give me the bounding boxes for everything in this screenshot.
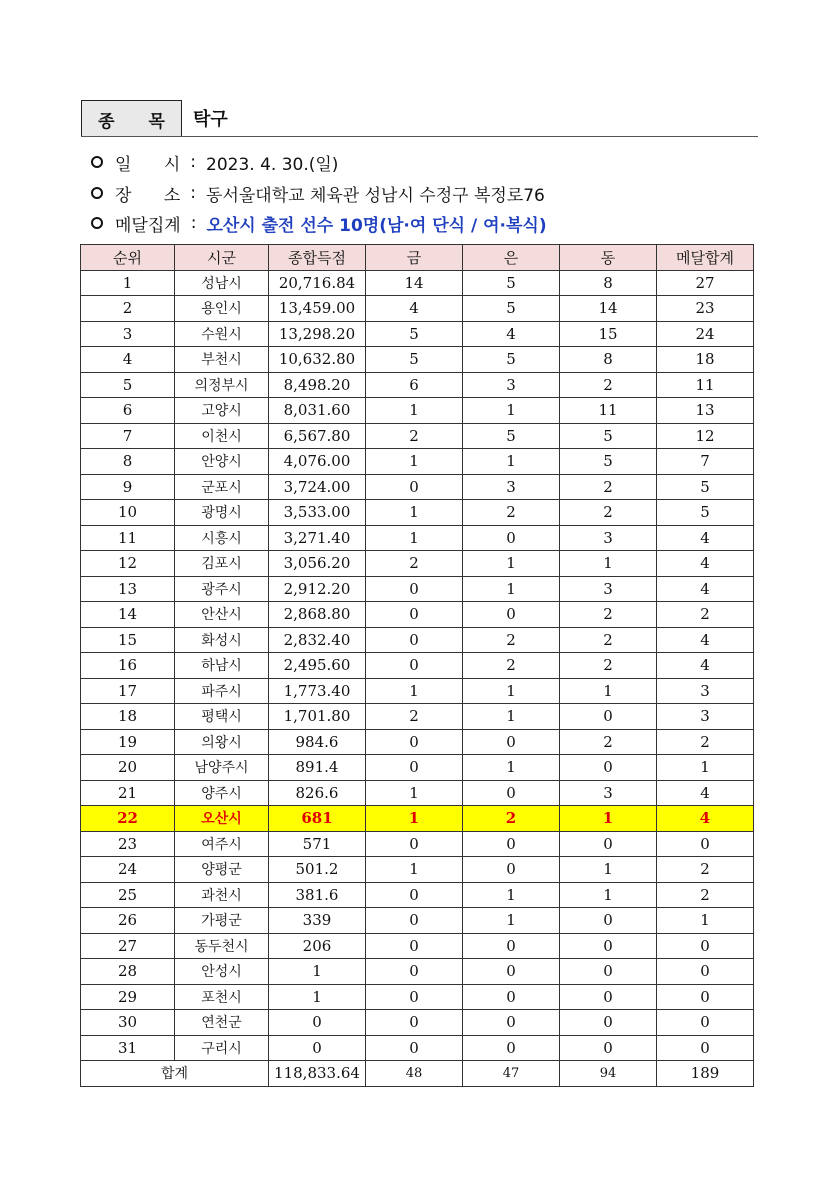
city-cell: 이천시 [175,423,269,449]
medal-total-cell: 1 [657,908,754,934]
medal-total-cell: 4 [657,627,754,653]
total-silver: 47 [463,1061,560,1087]
gold-cell: 1 [366,500,463,526]
table-row [81,882,754,908]
gold-cell: 0 [366,933,463,959]
total-score: 118,833.64 [269,1061,366,1087]
bronze-cell: 0 [560,908,657,934]
rank-cell: 14 [81,602,175,628]
city-cell: 연천군 [175,1010,269,1036]
gold-cell: 1 [366,857,463,883]
bronze-cell: 2 [560,372,657,398]
silver-cell: 0 [463,729,560,755]
gold-cell: 0 [366,882,463,908]
bronze-cell: 0 [560,959,657,985]
medal-total-cell: 1 [657,755,754,781]
medal-total-cell: 7 [657,449,754,475]
score-cell: 2,832.40 [269,627,366,653]
gold-cell: 6 [366,372,463,398]
gold-cell: 2 [366,423,463,449]
city-cell: 군포시 [175,474,269,500]
score-cell: 571 [269,831,366,857]
table-row [81,780,754,806]
silver-cell: 1 [463,704,560,730]
silver-cell: 2 [463,627,560,653]
city-cell: 양평군 [175,857,269,883]
table-row [81,551,754,577]
city-cell: 고양시 [175,398,269,424]
bronze-cell: 3 [560,780,657,806]
bronze-cell: 2 [560,500,657,526]
silver-cell: 5 [463,423,560,449]
table-row [81,908,754,934]
medal-total-cell: 4 [657,551,754,577]
bronze-cell: 11 [560,398,657,424]
silver-cell: 1 [463,678,560,704]
table-row [81,1010,754,1036]
header-silver: 은 [463,245,560,271]
city-cell: 구리시 [175,1035,269,1061]
table-row [81,347,754,373]
city-cell: 의정부시 [175,372,269,398]
gold-cell: 0 [366,474,463,500]
medal-total-cell: 4 [657,576,754,602]
city-cell: 광주시 [175,576,269,602]
table-row [81,576,754,602]
medal-total-cell: 4 [657,653,754,679]
score-cell: 3,533.00 [269,500,366,526]
rank-cell: 12 [81,551,175,577]
silver-cell: 0 [463,525,560,551]
score-cell: 8,498.20 [269,372,366,398]
gold-cell: 0 [366,1010,463,1036]
table-row [81,704,754,730]
city-cell: 성남시 [175,270,269,296]
total-gold: 48 [366,1061,463,1087]
bronze-cell: 3 [560,576,657,602]
silver-cell: 2 [463,500,560,526]
rank-cell: 5 [81,372,175,398]
bronze-cell: 3 [560,525,657,551]
medal-total-cell: 0 [657,984,754,1010]
score-cell: 1,773.40 [269,678,366,704]
city-cell: 동두천시 [175,933,269,959]
silver-cell: 1 [463,882,560,908]
score-cell: 2,495.60 [269,653,366,679]
date-value: 2023. 4. 30.(일) [206,154,339,175]
rank-cell: 24 [81,857,175,883]
header-city: 시군 [175,245,269,271]
silver-cell: 5 [463,347,560,373]
circle-bullet-icon [91,156,103,168]
silver-cell: 0 [463,933,560,959]
silver-cell: 5 [463,270,560,296]
bronze-cell: 2 [560,474,657,500]
rank-cell: 11 [81,525,175,551]
score-cell: 13,298.20 [269,321,366,347]
table-row [81,474,754,500]
bronze-cell: 5 [560,423,657,449]
rank-cell: 25 [81,882,175,908]
table-row [81,602,754,628]
city-cell: 여주시 [175,831,269,857]
medal-total-cell: 0 [657,959,754,985]
medal-value: 오산시 출전 선수 10명(남·여 단식 / 여·복식) [206,215,547,236]
header-gold: 금 [366,245,463,271]
city-cell: 안양시 [175,449,269,475]
bronze-cell: 1 [560,806,657,832]
score-cell: 681 [269,806,366,832]
gold-cell: 1 [366,525,463,551]
table-row [81,933,754,959]
medal-total-cell: 0 [657,933,754,959]
rank-cell: 13 [81,576,175,602]
score-cell: 2,868.80 [269,602,366,628]
city-cell: 김포시 [175,551,269,577]
city-cell: 시흥시 [175,525,269,551]
gold-cell: 5 [366,321,463,347]
medal-total-cell: 4 [657,806,754,832]
gold-cell: 0 [366,755,463,781]
bronze-cell: 15 [560,321,657,347]
table-row [81,296,754,322]
silver-cell: 0 [463,602,560,628]
city-cell: 용인시 [175,296,269,322]
medal-total-cell: 12 [657,423,754,449]
rank-cell: 28 [81,959,175,985]
silver-cell: 1 [463,551,560,577]
bronze-cell: 0 [560,704,657,730]
medal-total-cell: 5 [657,474,754,500]
total-label: 합계 [81,1061,269,1087]
gold-cell: 14 [366,270,463,296]
gold-cell: 0 [366,729,463,755]
silver-cell: 0 [463,959,560,985]
city-cell: 안성시 [175,959,269,985]
rank-cell: 17 [81,678,175,704]
rank-cell: 31 [81,1035,175,1061]
table-row [81,627,754,653]
total-bronze: 94 [560,1061,657,1087]
rank-cell: 20 [81,755,175,781]
gold-cell: 5 [366,347,463,373]
gold-cell: 0 [366,653,463,679]
rank-cell: 4 [81,347,175,373]
rank-cell: 1 [81,270,175,296]
bronze-cell: 2 [560,729,657,755]
medal-total-cell: 0 [657,1010,754,1036]
rank-cell: 3 [81,321,175,347]
gold-cell: 2 [366,551,463,577]
medal-total-cell: 0 [657,1035,754,1061]
table-row [81,372,754,398]
gold-cell: 0 [366,602,463,628]
bronze-cell: 1 [560,551,657,577]
silver-cell: 3 [463,372,560,398]
medal-total-cell: 2 [657,857,754,883]
medal-total-cell: 23 [657,296,754,322]
medal-total-cell: 2 [657,882,754,908]
city-cell: 의왕시 [175,729,269,755]
bronze-cell: 0 [560,831,657,857]
score-cell: 8,031.60 [269,398,366,424]
circle-bullet-icon [91,187,103,199]
silver-cell: 0 [463,857,560,883]
medal-total-cell: 27 [657,270,754,296]
bronze-cell: 8 [560,270,657,296]
score-cell: 381.6 [269,882,366,908]
score-cell: 0 [269,1035,366,1061]
silver-cell: 1 [463,576,560,602]
table-row [81,831,754,857]
gold-cell: 0 [366,1035,463,1061]
gold-cell: 0 [366,984,463,1010]
score-cell: 13,459.00 [269,296,366,322]
city-cell: 포천시 [175,984,269,1010]
medal-table [80,244,754,1087]
table-row [81,1035,754,1061]
silver-cell: 0 [463,1010,560,1036]
silver-cell: 5 [463,296,560,322]
medal-total-cell: 18 [657,347,754,373]
gold-cell: 0 [366,959,463,985]
table-row [81,678,754,704]
table-body [81,270,754,1061]
medal-total-cell: 4 [657,780,754,806]
category-label: 종 목 [98,111,179,132]
city-cell: 부천시 [175,347,269,373]
gold-cell: 0 [366,831,463,857]
medal-total-cell: 3 [657,704,754,730]
medal-total-cell: 4 [657,525,754,551]
city-cell: 수원시 [175,321,269,347]
silver-cell: 0 [463,984,560,1010]
silver-cell: 1 [463,908,560,934]
total-medals: 189 [657,1061,754,1087]
header-score: 종합득점 [269,245,366,271]
medal-total-cell: 2 [657,729,754,755]
medal-total-cell: 0 [657,831,754,857]
table-row [81,449,754,475]
medal-total-cell: 2 [657,602,754,628]
rank-cell: 22 [81,806,175,832]
city-cell: 양주시 [175,780,269,806]
medal-total-cell: 11 [657,372,754,398]
gold-cell: 2 [366,704,463,730]
rank-cell: 15 [81,627,175,653]
score-cell: 501.2 [269,857,366,883]
score-cell: 3,724.00 [269,474,366,500]
gold-cell: 1 [366,449,463,475]
score-cell: 206 [269,933,366,959]
table-header-row [81,245,754,271]
category-value: 탁구 [193,109,228,130]
medal-total-cell: 24 [657,321,754,347]
bronze-cell: 1 [560,678,657,704]
place-value: 동서울대학교 체육관 성남시 수정구 복정로76 [206,185,545,206]
city-cell: 과천시 [175,882,269,908]
table-row [81,321,754,347]
bronze-cell: 0 [560,1010,657,1036]
rank-cell: 23 [81,831,175,857]
score-cell: 4,076.00 [269,449,366,475]
gold-cell: 1 [366,678,463,704]
gold-cell: 0 [366,576,463,602]
score-cell: 1 [269,959,366,985]
city-cell: 평택시 [175,704,269,730]
header-bronze: 동 [560,245,657,271]
table-row [81,398,754,424]
score-cell: 3,271.40 [269,525,366,551]
header-rank: 순위 [81,245,175,271]
bronze-cell: 0 [560,984,657,1010]
colon: : [190,183,197,203]
score-cell: 2,912.20 [269,576,366,602]
city-cell: 안산시 [175,602,269,628]
place-label: 장 소 [115,185,181,206]
score-cell: 1,701.80 [269,704,366,730]
medal-total-cell: 13 [657,398,754,424]
bronze-cell: 1 [560,882,657,908]
table-row [81,729,754,755]
bronze-cell: 2 [560,653,657,679]
bronze-cell: 2 [560,627,657,653]
bronze-cell: 1 [560,857,657,883]
score-cell: 10,632.80 [269,347,366,373]
bronze-cell: 8 [560,347,657,373]
date-label: 일 시 [115,154,181,175]
rank-cell: 6 [81,398,175,424]
score-cell: 0 [269,1010,366,1036]
info-date-row [91,149,338,175]
silver-cell: 1 [463,398,560,424]
rank-cell: 9 [81,474,175,500]
silver-cell: 1 [463,755,560,781]
score-cell: 6,567.80 [269,423,366,449]
bronze-cell: 0 [560,1035,657,1061]
table-row [81,270,754,296]
info-medal-row [91,210,547,236]
bronze-cell: 14 [560,296,657,322]
table-row [81,755,754,781]
city-cell: 하남시 [175,653,269,679]
silver-cell: 2 [463,653,560,679]
silver-cell: 1 [463,449,560,475]
table-row [81,857,754,883]
city-cell: 오산시 [175,806,269,832]
rank-cell: 19 [81,729,175,755]
gold-cell: 0 [366,908,463,934]
rank-cell: 10 [81,500,175,526]
gold-cell: 1 [366,398,463,424]
bronze-cell: 5 [560,449,657,475]
rank-cell: 26 [81,908,175,934]
rank-cell: 21 [81,780,175,806]
table-row [81,525,754,551]
table-row [81,806,754,832]
gold-cell: 1 [366,780,463,806]
rank-cell: 29 [81,984,175,1010]
table-row [81,423,754,449]
city-cell: 남양주시 [175,755,269,781]
silver-cell: 3 [463,474,560,500]
rank-cell: 7 [81,423,175,449]
rank-cell: 2 [81,296,175,322]
header-medal-total: 메달합계 [657,245,754,271]
total-row [81,1061,754,1087]
table-row [81,500,754,526]
rank-cell: 30 [81,1010,175,1036]
bronze-cell: 0 [560,755,657,781]
bronze-cell: 2 [560,602,657,628]
rank-cell: 27 [81,933,175,959]
score-cell: 826.6 [269,780,366,806]
gold-cell: 4 [366,296,463,322]
medal-total-cell: 5 [657,500,754,526]
city-cell: 광명시 [175,500,269,526]
table-row [81,984,754,1010]
table-row [81,959,754,985]
silver-cell: 0 [463,780,560,806]
silver-cell: 4 [463,321,560,347]
gold-cell: 1 [366,806,463,832]
medal-label: 메달집계 [115,215,181,236]
score-cell: 984.6 [269,729,366,755]
silver-cell: 2 [463,806,560,832]
score-cell: 1 [269,984,366,1010]
gold-cell: 0 [366,627,463,653]
bronze-cell: 0 [560,933,657,959]
score-cell: 891.4 [269,755,366,781]
silver-cell: 0 [463,1035,560,1061]
city-cell: 가평군 [175,908,269,934]
table-row [81,653,754,679]
info-place-row [91,180,545,206]
rank-cell: 18 [81,704,175,730]
score-cell: 3,056.20 [269,551,366,577]
city-cell: 화성시 [175,627,269,653]
medal-total-cell: 3 [657,678,754,704]
colon: : [190,213,197,233]
header-divider [81,136,758,137]
rank-cell: 16 [81,653,175,679]
city-cell: 파주시 [175,678,269,704]
score-cell: 20,716.84 [269,270,366,296]
category-label-box [81,100,182,137]
silver-cell: 0 [463,831,560,857]
score-cell: 339 [269,908,366,934]
rank-cell: 8 [81,449,175,475]
colon: : [190,152,197,172]
circle-bullet-icon [91,217,103,229]
